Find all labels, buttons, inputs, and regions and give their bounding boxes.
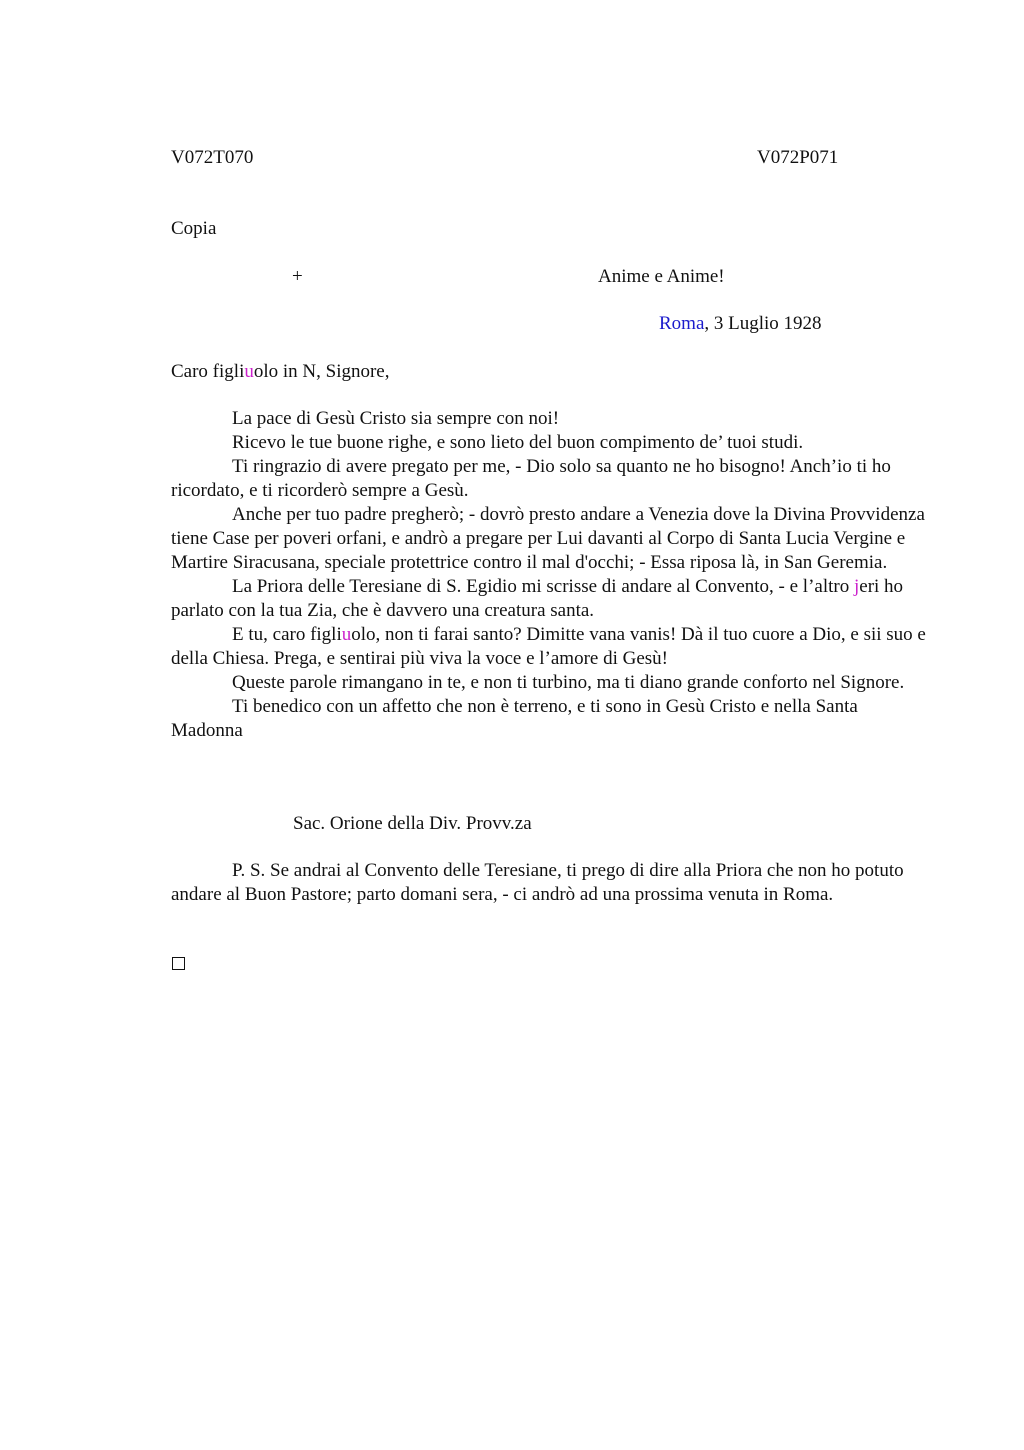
paragraph-7: Queste parole rimangano in te, e non ti turbino, ma ti diano grande conforto nel Signore. bbox=[232, 672, 905, 693]
dateline-place: Roma bbox=[659, 313, 705, 334]
dateline bbox=[659, 312, 822, 336]
salutation bbox=[171, 360, 390, 384]
paragraph-5-part1: La Priora delle Teresiane di S. Egidio mi scrisse di andare al Convento, - e l’altro bbox=[232, 576, 854, 597]
paragraph-1: La pace di Gesù Cristo sia sempre con noi! bbox=[232, 408, 560, 429]
paragraph-2: Ricevo le tue buone righe, e sono lieto del buon compimento de’ tuoi studi. bbox=[232, 432, 804, 453]
paragraph-8: Ti benedico con un affetto che non è terreno, e ti sono in Gesù Cristo e nella Santa Madonna bbox=[171, 696, 858, 741]
copy-label: Copia bbox=[171, 218, 217, 239]
header-right-code: V072P071 bbox=[757, 147, 839, 168]
motto: Anime e Anime! bbox=[598, 266, 725, 287]
paragraph-6 bbox=[171, 623, 927, 671]
paragraph-3: Ti ringrazio di avere pregato per me, - Dio solo sa quanto ne ho bisogno! Anch’io ti ho ricordato, e ti ricorderò sempre a Gesù. bbox=[171, 456, 891, 501]
paragraph-6-highlight: u bbox=[341, 624, 352, 645]
end-square-symbol bbox=[172, 957, 185, 970]
cross-symbol: + bbox=[292, 266, 303, 287]
postscript: P. S. Se andrai al Convento delle Teresiane, ti prego di dire alla Priora che non ho potuto andare al Buon Pastore; parto domani sera, - ci andrò ad una prossima venuta in Roma. bbox=[171, 860, 904, 905]
paragraph-5 bbox=[171, 575, 927, 623]
dateline-date: , 3 Luglio 1928 bbox=[704, 313, 822, 334]
letter-body bbox=[171, 407, 927, 743]
paragraph-4: Anche per tuo padre pregherò; - dovrò presto andare a Venezia dove la Divina Provvidenza tiene Case per poveri orfani, e andrò a pregare per Lui davanti al Corpo di Santa Lucia Vergine e Martire Siracusana, speciale protettrice contro il mal d'occhi; - Essa riposa là, in San Geremia. bbox=[171, 504, 925, 573]
salutation-highlight: u bbox=[244, 361, 254, 382]
paragraph-5-highlight: j bbox=[853, 576, 860, 597]
signature: Sac. Orione della Div. Provv.za bbox=[293, 813, 532, 834]
header-left-code: V072T070 bbox=[171, 147, 254, 168]
salutation-part1: Caro figli bbox=[171, 361, 245, 382]
paragraph-5-part2: eri ho parlato con la tua Zia, che è davvero una creatura santa. bbox=[171, 576, 904, 621]
paragraph-6-part1: E tu, caro figli bbox=[232, 624, 342, 645]
paragraph-6-part2: olo, non ti farai santo? Dimitte vana vanis! Dà il tuo cuore a Dio, e sii suo e della Chiesa. Prega, e sentirai più viva la voce e l’amore di Gesù! bbox=[171, 624, 926, 669]
salutation-part2: olo in N, Signore, bbox=[253, 361, 390, 382]
